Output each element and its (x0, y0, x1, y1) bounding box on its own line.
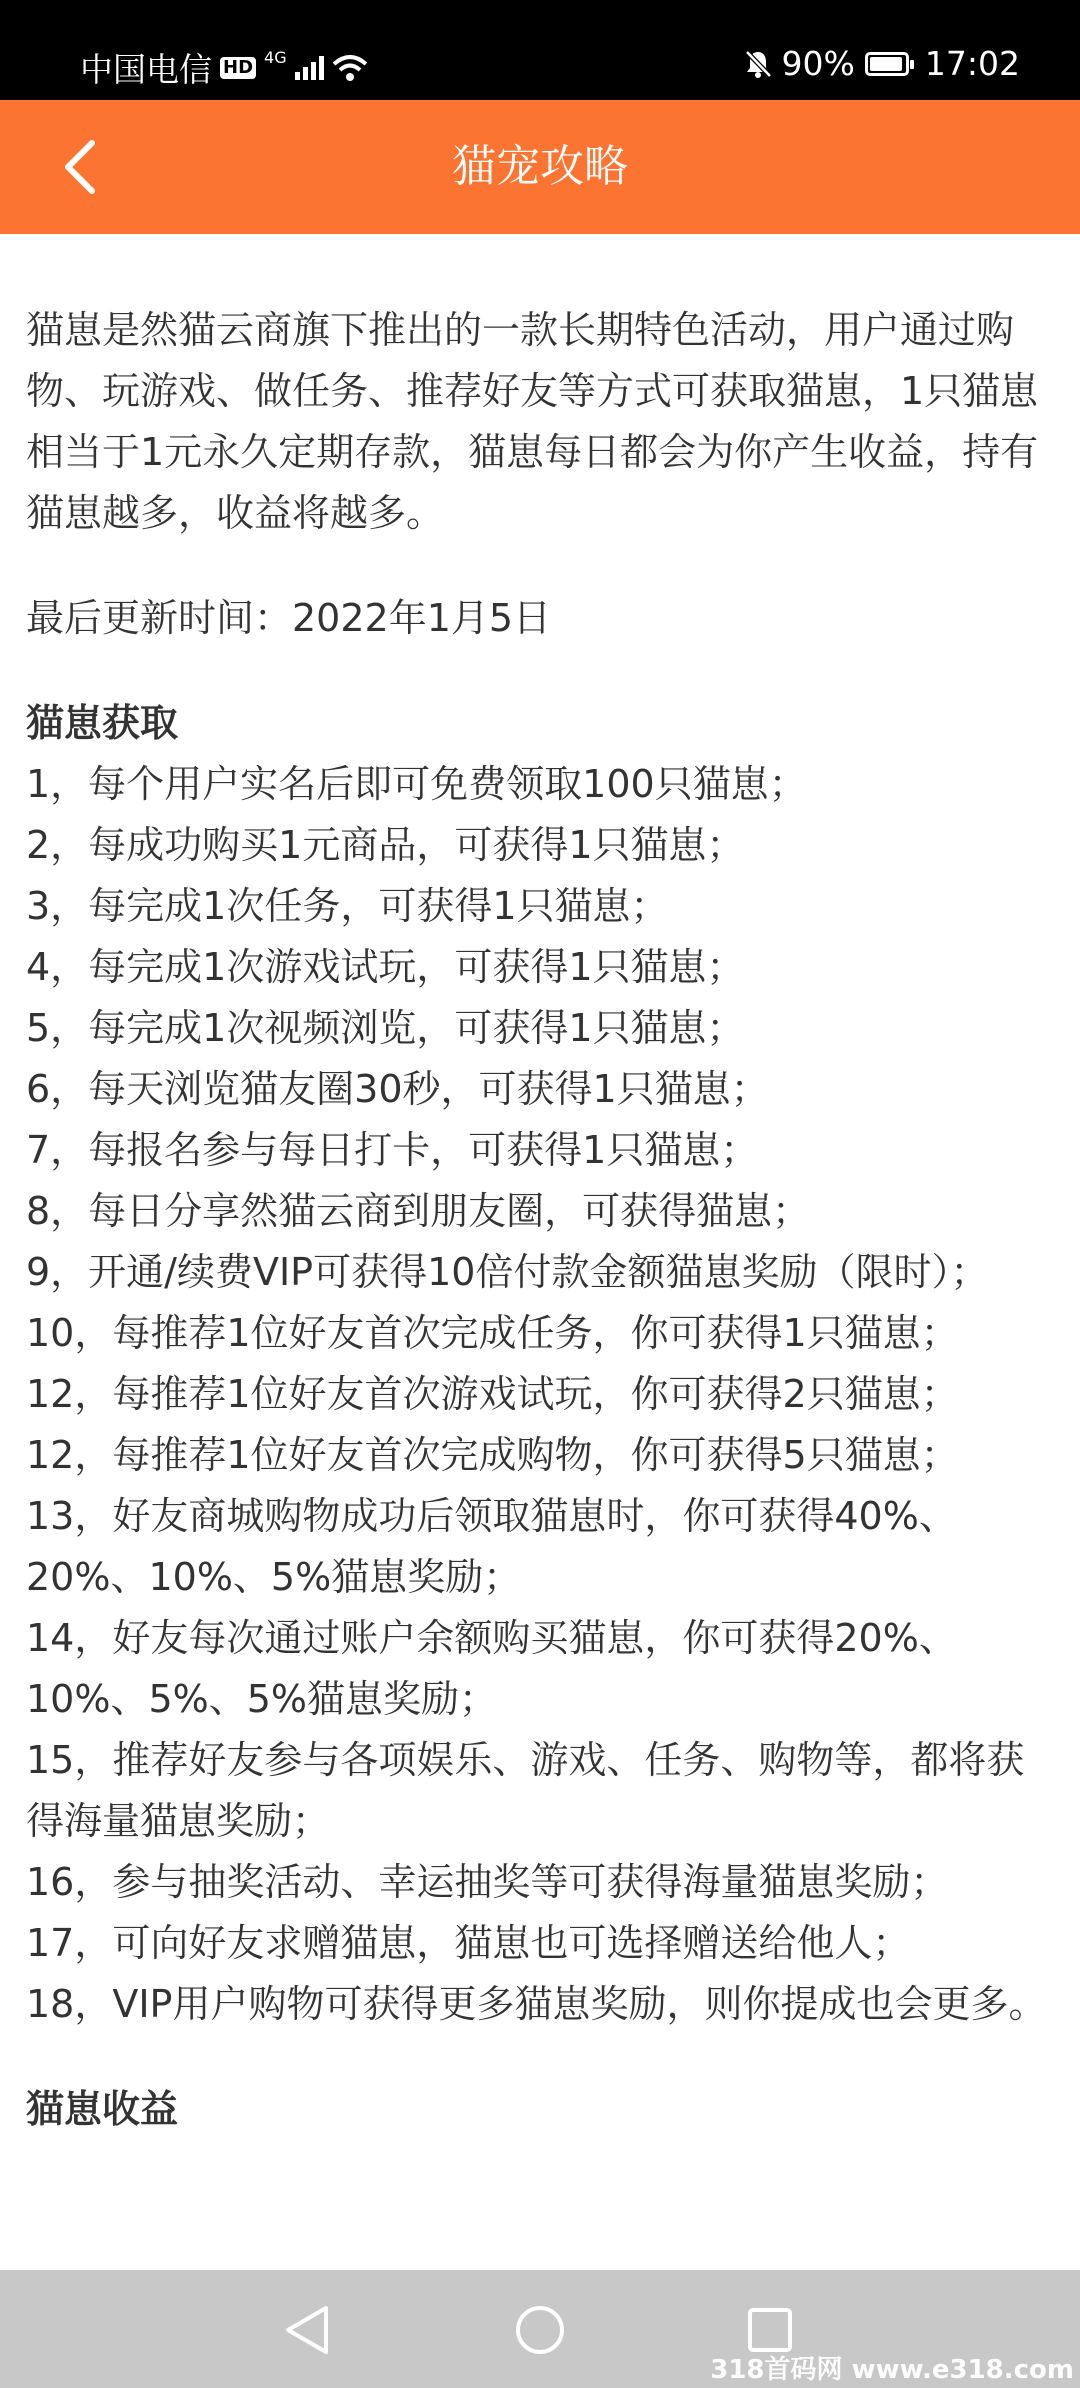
status-bar (0, 0, 1080, 100)
list-item: 8，每日分享然猫云商到朋友圈，可获得猫崽； (26, 1189, 811, 1233)
list-item: 12，每推荐1位好友首次完成购物，你可获得5只猫崽； (26, 1433, 959, 1477)
list-item: 3，每完成1次任务，可获得1只猫崽； (26, 884, 669, 928)
section-title-earnings: 猫崽收益 (26, 2087, 179, 2131)
navigation-bar (0, 2270, 1080, 2388)
list-item: 17，可向好友求赠猫崽，猫崽也可选择赠送给他人； (26, 1921, 911, 1965)
battery-percent: 90% (781, 44, 855, 83)
page-title: 猫宠攻略 (452, 141, 628, 192)
list-item: 14，好友每次通过账户余额购买猫崽，你可获得20%、10%、5%、5%猫崽奖励； (26, 1616, 957, 1721)
clock: 17:02 (924, 44, 1020, 83)
list-item: 13，好友商城购物成功后领取猫崽时，你可获得40%、20%、10%、5%猫崽奖励； (26, 1494, 957, 1599)
list-item: 9，开通/续费VIP可获得10倍付款金额猫崽奖励（限时）； (26, 1250, 989, 1294)
network-type: 4G (264, 48, 287, 67)
list-item: 16，参与抽奖活动、幸运抽奖等可获得海量猫崽奖励； (26, 1860, 949, 1904)
app-bar (0, 100, 1080, 234)
battery-icon (865, 52, 909, 76)
wifi-icon (332, 54, 368, 82)
status-left (80, 44, 368, 91)
hd-icon: HD (220, 57, 256, 79)
carrier-label: 中国电信 (80, 50, 212, 89)
list-item: 1，每个用户实名后即可免费领取100只猫崽； (26, 762, 807, 806)
circle-home-icon[interactable] (510, 2300, 570, 2360)
list-item: 6，每天浏览猫友圈30秒，可获得1只猫崽； (26, 1067, 769, 1111)
list-item: 5，每完成1次视频浏览，可获得1只猫崽； (26, 1006, 745, 1050)
list-item: 2，每成功购买1元商品，可获得1只猫崽； (26, 823, 745, 867)
triangle-back-icon[interactable] (278, 2300, 338, 2360)
signal-icon (295, 56, 324, 80)
section-title-acquire: 猫崽获取 (26, 701, 179, 745)
status-right (744, 44, 1020, 83)
list-item: 7，每报名参与每日打卡，可获得1只猫崽； (26, 1128, 759, 1172)
bell-muted-icon (744, 49, 772, 79)
list-item: 12，每推荐1位好友首次游戏试玩，你可获得2只猫崽； (26, 1372, 959, 1416)
watermark-text: 318首码网 www.e318.com (710, 2355, 1074, 2385)
article-content (26, 300, 1056, 2140)
list-item: 18，VIP用户购物可获得更多猫崽奖励，则你提成也会更多。 (26, 1982, 1047, 2026)
list-item: 4，每完成1次游戏试玩，可获得1只猫崽； (26, 945, 745, 989)
list-item: 15，推荐好友参与各项娱乐、游戏、任务、购物等，都将获得海量猫崽奖励； (26, 1738, 1025, 1843)
intro-paragraph: 猫崽是然猫云商旗下推出的一款长期特色活动，用户通过购物、玩游戏、做任务、推荐好友等方式可获取猫崽，1只猫崽相当于1元永久定期存款，猫崽每日都会为你产生收益，持有猫崽越多，收益将越多。 (26, 308, 1039, 535)
list-item: 10，每推荐1位好友首次完成任务，你可获得1只猫崽； (26, 1311, 959, 1355)
updated-time: 最后更新时间：2022年1月5日 (26, 596, 552, 640)
